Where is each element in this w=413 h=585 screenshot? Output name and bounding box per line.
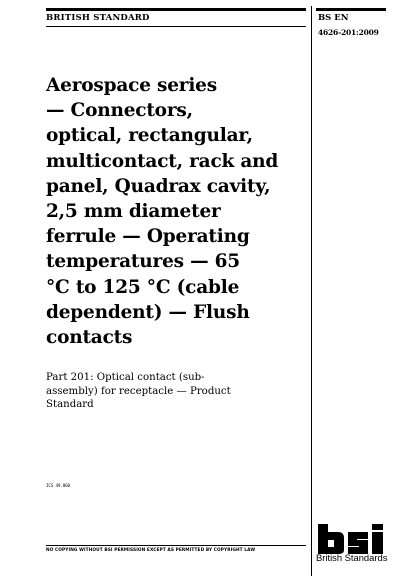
standard-prefix: BS EN [318,13,349,23]
title-line: multicontact, rack and [46,150,279,172]
document-type-label: BRITISH STANDARD [46,13,150,23]
subtitle-line: Part 201: Optical contact (sub- [46,372,205,383]
title-line: ferrule — Operating [46,226,250,248]
standard-number: 4626-201:2009 [318,28,379,37]
document-subtitle [46,371,286,412]
document-title [46,73,306,350]
title-line: temperatures — 65 [46,251,240,273]
column-divider [311,6,312,576]
bsi-caption: British Standards [316,552,388,563]
title-line: contacts [46,327,133,349]
ics-code: ICS 49.060 [46,483,71,488]
title-line: optical, rectangular, [46,125,253,147]
copyright-notice: NO COPYING WITHOUT BSI PERMISSION EXCEPT AS PERMITTED BY COPYRIGHT LAW [46,548,256,553]
title-line: 2,5 mm diameter [46,201,221,223]
header-rule-left [46,8,306,11]
footer-rule [46,545,306,546]
title-line: panel, Quadrax cavity, [46,175,271,197]
header-underline [46,26,306,27]
title-line: dependent) — Flush [46,301,250,323]
title-line: Aerospace series [46,75,217,96]
title-line: — Connectors, [46,100,193,122]
subtitle-line: Standard [46,399,94,411]
subtitle-line: assembly) for receptacle — Product [46,385,231,397]
header-rule-right [316,8,386,11]
title-line: °C to 125 °C (cable [46,276,240,298]
